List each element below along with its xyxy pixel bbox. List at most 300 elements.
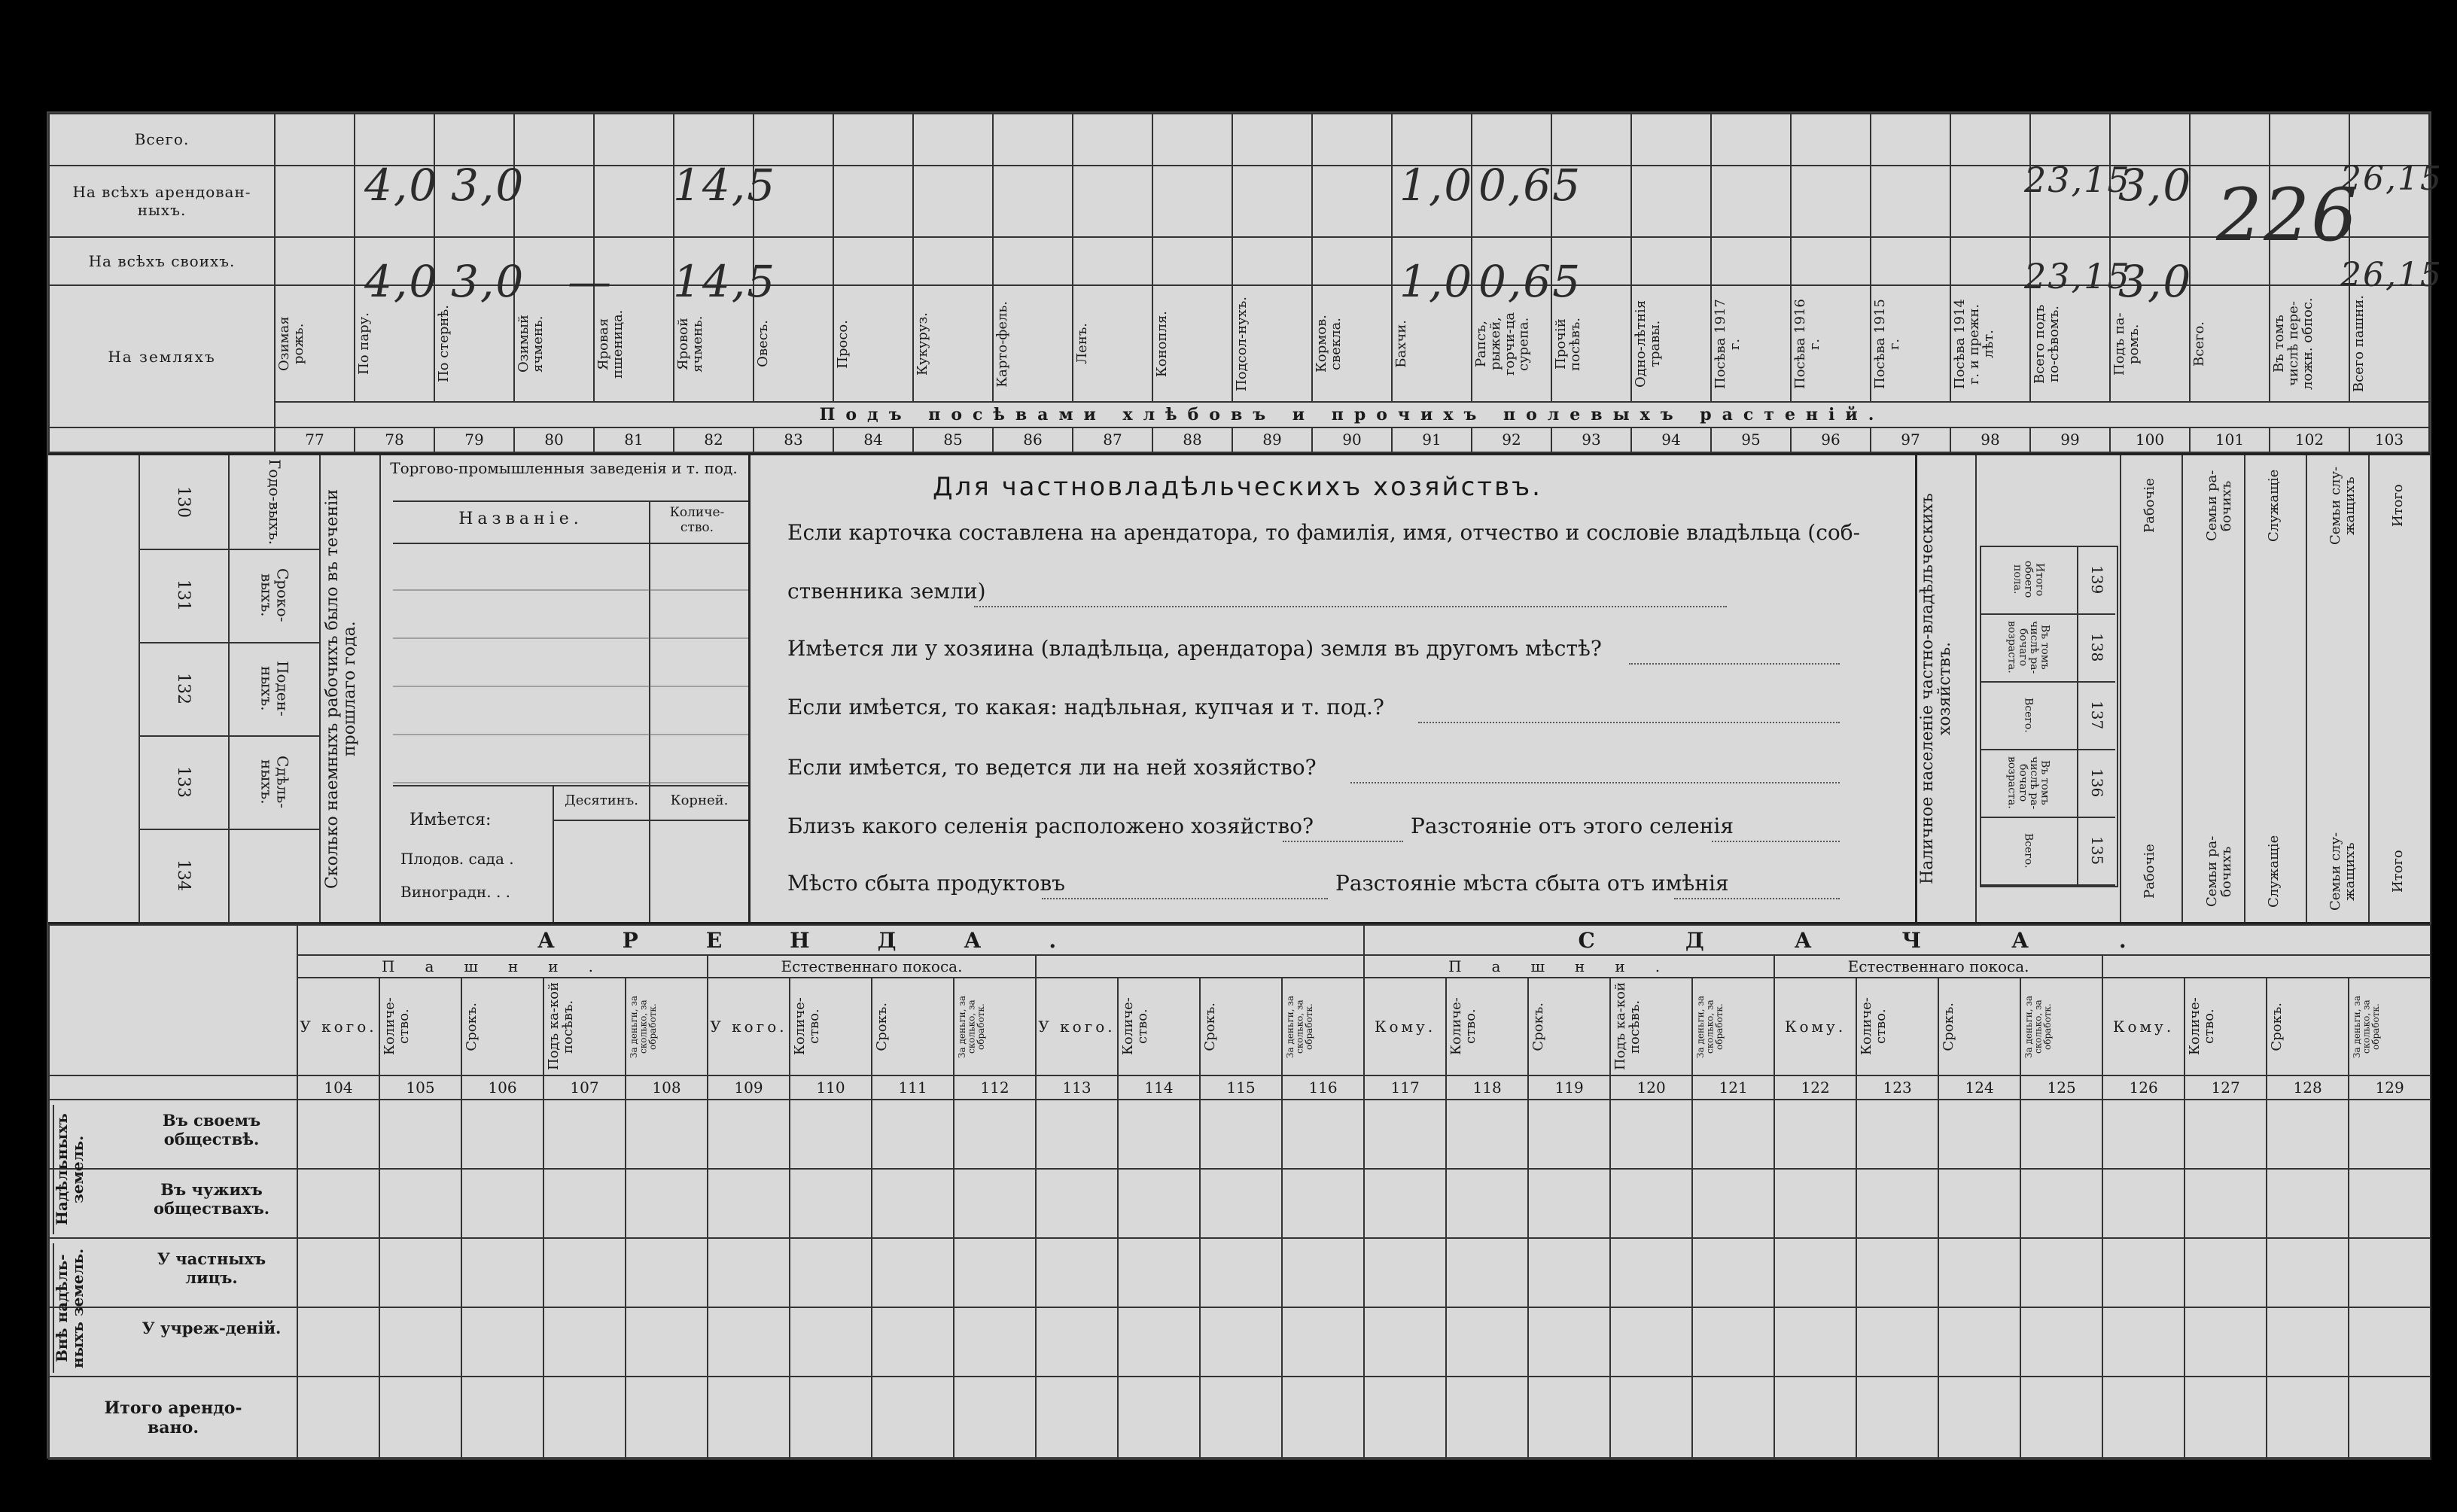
lease-col-number: 127 xyxy=(2185,1075,2267,1100)
private-line-1: Если карточка составлена на арендатора, то фамилія, имя, отчество и сословіе владѣльца (соб- xyxy=(787,520,1861,545)
lease-cell xyxy=(626,1307,708,1377)
col-number: 100 xyxy=(2110,427,2190,452)
crop-cell xyxy=(913,237,993,285)
col-number: 81 xyxy=(594,427,674,452)
lease-cell xyxy=(1528,1100,1610,1169)
hw-total-8: 26,15 xyxy=(2340,160,2443,198)
crop-cell xyxy=(1392,114,1472,166)
crop-header-label: Всего. xyxy=(2191,321,2207,367)
lease-cell xyxy=(1364,1169,1446,1238)
lease-col-number: 112 xyxy=(954,1075,1036,1100)
lease-cell xyxy=(954,1169,1036,1238)
population-num: 136 xyxy=(2087,768,2106,798)
lease-cell xyxy=(872,1307,954,1377)
lease-cell xyxy=(2102,1100,2185,1169)
lease-cell xyxy=(543,1169,626,1238)
population-row xyxy=(1980,749,2115,818)
trade-des-col: Десятинъ. xyxy=(565,793,638,808)
row-label: На всѣхъ арендован- ныхъ. xyxy=(49,166,275,237)
lease-col-header xyxy=(708,978,790,1075)
col-number: 93 xyxy=(1551,427,1631,452)
col-number: 98 xyxy=(1950,427,2030,452)
col-number: 79 xyxy=(434,427,514,452)
crop-header xyxy=(1152,285,1232,402)
lease-col-label: Срокъ. xyxy=(1941,1002,1957,1051)
lease-cell xyxy=(2349,1238,2431,1307)
lease-col-number: 107 xyxy=(543,1075,626,1100)
lease-col-number: 113 xyxy=(1036,1075,1118,1100)
lease-cell xyxy=(1364,1100,1446,1169)
lease-col-label: За деньги, за сколько, за обработк. xyxy=(1285,995,1315,1058)
lease-cell xyxy=(1774,1377,1856,1459)
crop-cell xyxy=(993,166,1073,237)
lease-col-header xyxy=(1118,978,1200,1075)
lease-cell xyxy=(1118,1307,1200,1377)
crop-cell xyxy=(754,114,833,166)
population-right-bottom: Рабочіе xyxy=(2142,844,2158,899)
worker-label: Поден-ныхъ. xyxy=(257,661,292,716)
lease-col-label: Количе-ство. xyxy=(1120,997,1150,1056)
worker-row xyxy=(139,549,319,643)
crop-cell xyxy=(1631,114,1711,166)
crop-cell xyxy=(2030,114,2110,166)
lease-section xyxy=(48,924,2430,1457)
lease-cell xyxy=(1118,1100,1200,1169)
lease-cell xyxy=(1938,1169,2020,1238)
crop-header-label: Всего подъ по-сѣвомъ. xyxy=(2032,304,2062,384)
lease-col-label: Количе-ство. xyxy=(792,997,822,1056)
col-number: 83 xyxy=(754,427,833,452)
lease-cell xyxy=(1446,1238,1528,1307)
lease-cell xyxy=(1282,1100,1364,1169)
lease-col-label: Подъ ка-кой посѣвъ. xyxy=(1612,982,1643,1071)
trade-title: Торгово-промышленныя заведенія и т. под. xyxy=(390,459,738,477)
population-right-top: Итого xyxy=(2389,484,2406,528)
lease-col-number: 126 xyxy=(2102,1075,2185,1100)
worker-row xyxy=(139,455,319,550)
lease-cell xyxy=(1856,1238,1938,1307)
lease-cell xyxy=(1692,1100,1774,1169)
lease-cell xyxy=(2267,1169,2349,1238)
population-num: 135 xyxy=(2087,835,2106,866)
hw-own-8: 26,15 xyxy=(2340,256,2443,294)
lease-cell xyxy=(1528,1169,1610,1238)
lease-cell xyxy=(1692,1377,1774,1459)
lease-col-header xyxy=(1610,978,1692,1075)
lease-col-number: 108 xyxy=(626,1075,708,1100)
lease-cell xyxy=(626,1100,708,1169)
crop-cell xyxy=(1950,166,2030,237)
crop-cell xyxy=(833,237,913,285)
crop-cell xyxy=(1073,114,1152,166)
lease-col-label: За деньги, за сколько, за обработк. xyxy=(2023,995,2054,1058)
lease-subgroup xyxy=(2102,955,2431,978)
population-right-col xyxy=(2306,455,2369,922)
worker-label: Годо-выхъ. xyxy=(266,459,284,545)
lease-total-label: Итого арендо-вано. xyxy=(49,1377,297,1459)
lease-col-header xyxy=(2020,978,2102,1075)
census-card xyxy=(47,111,2443,1459)
crop-cell xyxy=(1152,166,1232,237)
lease-col-label: У кого. xyxy=(1038,1018,1116,1036)
col-number: 88 xyxy=(1152,427,1232,452)
hw-own-2: 3,0 xyxy=(451,256,525,307)
lease-col-label: Срокъ. xyxy=(1202,1002,1218,1051)
worker-num: 133 xyxy=(174,766,193,798)
crop-header-label: Озимый ячмень. xyxy=(516,315,546,373)
lease-row-group: Внѣ надѣль-ныхъ земель. xyxy=(53,1243,114,1373)
lease-col-number: 119 xyxy=(1528,1075,1610,1100)
lease-cell xyxy=(1446,1307,1528,1377)
lease-cell xyxy=(1200,1377,1282,1459)
lease-col-header xyxy=(297,978,379,1075)
lease-cell xyxy=(1282,1169,1364,1238)
trade-qty-col: Количе-ство. xyxy=(669,505,725,535)
lease-cell xyxy=(1118,1377,1200,1459)
lease-col-label: Срокъ. xyxy=(464,1002,480,1051)
col-number: 92 xyxy=(1472,427,1551,452)
lease-col-label: Срокъ. xyxy=(1530,1002,1547,1051)
col-number: 99 xyxy=(2030,427,2110,452)
lease-cell xyxy=(1446,1100,1528,1169)
lease-col-label: Подъ ка-кой посѣвъ. xyxy=(546,982,576,1071)
lease-cell xyxy=(461,1100,543,1169)
lease-cell xyxy=(872,1100,954,1169)
lease-col-number: 106 xyxy=(461,1075,543,1100)
lease-col-number: 121 xyxy=(1692,1075,1774,1100)
crop-cell xyxy=(1631,166,1711,237)
crop-cell xyxy=(1871,114,1950,166)
crop-cell xyxy=(2110,114,2190,166)
lease-col-label: Кому. xyxy=(1784,1018,1847,1036)
population-label: Всего. xyxy=(2022,832,2035,869)
crop-header-label: По пару. xyxy=(356,312,372,376)
lease-col-label: Срокъ. xyxy=(874,1002,890,1051)
col-number: 89 xyxy=(1232,427,1312,452)
hw-total-5: 0,65 xyxy=(1478,160,1582,211)
col-number: 78 xyxy=(355,427,434,452)
lease-cell xyxy=(1036,1238,1118,1307)
crop-cell xyxy=(2270,114,2349,166)
lease-cell xyxy=(1856,1377,1938,1459)
lease-cell xyxy=(2020,1238,2102,1307)
lease-cell xyxy=(708,1100,790,1169)
population-right-top: Рабочіе xyxy=(2142,478,2158,534)
lease-cell xyxy=(1856,1100,1938,1169)
crop-header-label: Бахчи. xyxy=(1393,320,1409,368)
row-label: На всѣхъ своихъ. xyxy=(49,237,275,285)
population-label: Итого обоего пола. xyxy=(2011,561,2046,598)
lease-cell xyxy=(2267,1377,2349,1459)
crop-cell xyxy=(275,114,355,166)
lease-col-label: За деньги, за сколько, за обработк. xyxy=(1695,995,1725,1058)
population-right-col xyxy=(2120,455,2183,922)
lease-cell xyxy=(954,1100,1036,1169)
col-number: 97 xyxy=(1871,427,1950,452)
lease-col-header xyxy=(1774,978,1856,1075)
col-number: 86 xyxy=(993,427,1073,452)
lease-col-header xyxy=(543,978,626,1075)
crop-cell xyxy=(1950,114,2030,166)
lease-subgroup: Естественнаго покоса. xyxy=(1774,955,2102,978)
crop-cell xyxy=(1312,237,1392,285)
lease-cell xyxy=(2349,1377,2431,1459)
lease-cell xyxy=(872,1377,954,1459)
lease-cell xyxy=(790,1100,872,1169)
crop-header-label: Яровой ячмень. xyxy=(675,315,705,373)
lease-cell xyxy=(1282,1377,1364,1459)
crop-cell xyxy=(1312,166,1392,237)
population-num: 137 xyxy=(2087,700,2106,730)
hw-own-1: 4,0 xyxy=(364,256,439,307)
population-num: 138 xyxy=(2087,632,2106,662)
lease-col-number: 129 xyxy=(2349,1075,2431,1100)
crop-cell xyxy=(1711,237,1791,285)
lease-col-label: Количе-ство. xyxy=(382,997,412,1056)
lease-col-number: 109 xyxy=(708,1075,790,1100)
private-line-5: Если имѣется, то ведется ли на ней хозяйство? xyxy=(787,755,1317,780)
lease-cell xyxy=(1528,1377,1610,1459)
population-right-col xyxy=(2244,455,2307,922)
private-line-9: Разстояніе мѣста сбыта отъ имѣнія xyxy=(1335,871,1729,896)
sdacha-title: СДАЧА. xyxy=(1364,925,2431,955)
trade-has-label: Имѣется: xyxy=(410,811,492,829)
private-line-6: Близъ какого селенія расположено хозяйство? xyxy=(787,814,1314,838)
lease-col-number: 110 xyxy=(790,1075,872,1100)
lease-row-text: У частныхъ лицъ. xyxy=(157,1249,266,1287)
lease-cell xyxy=(1856,1169,1938,1238)
col-number: 101 xyxy=(2190,427,2270,452)
population-block xyxy=(1915,455,2430,922)
col-number: 94 xyxy=(1631,427,1711,452)
hw-total-2: 3,0 xyxy=(451,160,525,211)
hw-own-5: 0,65 xyxy=(1478,256,1582,307)
lease-cell xyxy=(2185,1377,2267,1459)
lease-col-header xyxy=(1282,978,1364,1075)
col-number: 102 xyxy=(2270,427,2349,452)
crop-header-label: Прочій посѣвъ. xyxy=(1553,317,1583,371)
lease-cell xyxy=(543,1307,626,1377)
lease-col-number: 118 xyxy=(1446,1075,1528,1100)
lease-col-number: 105 xyxy=(379,1075,461,1100)
private-line-8: Мѣсто сбыта продуктовъ xyxy=(787,871,1065,896)
lease-cell xyxy=(1036,1100,1118,1169)
crop-cell xyxy=(1551,114,1631,166)
worker-row xyxy=(139,642,319,737)
hw-own-6: 23,15 xyxy=(2024,256,2131,297)
lease-row-text: Въ своемъ обществѣ. xyxy=(162,1111,261,1148)
row-label-lands: На земляхъ xyxy=(49,285,275,427)
lease-cell xyxy=(1774,1238,1856,1307)
lease-col-header xyxy=(1528,978,1610,1075)
crop-header xyxy=(1073,285,1152,402)
population-right-bottom: Служащіе xyxy=(2265,835,2282,908)
crops-banner: Подъ посѣвами хлѣбовъ и прочихъ полевыхъ растеній. xyxy=(275,402,2429,427)
middle-section xyxy=(48,453,2430,924)
lease-col-number: 114 xyxy=(1118,1075,1200,1100)
crop-header-label: Карто-фель. xyxy=(994,300,1010,388)
lease-cell xyxy=(1692,1169,1774,1238)
crop-header-label: По стернѣ. xyxy=(436,305,452,383)
crop-header xyxy=(913,285,993,402)
lease-cell xyxy=(2267,1307,2349,1377)
crop-header-label: Посѣва 1917 г. xyxy=(1713,298,1743,389)
lease-col-header xyxy=(626,978,708,1075)
crop-cell xyxy=(514,166,594,237)
lease-cell xyxy=(790,1238,872,1307)
lease-cell xyxy=(379,1307,461,1377)
worker-row xyxy=(139,735,319,830)
lease-cell xyxy=(2349,1100,2431,1169)
lease-cell xyxy=(954,1377,1036,1459)
crop-cell xyxy=(1232,237,1312,285)
lease-cell xyxy=(543,1238,626,1307)
arenda-title: АРЕНДА. xyxy=(297,925,1364,955)
crop-header-label: Кукуруз. xyxy=(915,312,930,376)
lease-cell xyxy=(790,1377,872,1459)
lease-cell xyxy=(2185,1100,2267,1169)
lease-cell xyxy=(461,1169,543,1238)
crop-header xyxy=(275,285,355,402)
lease-col-header xyxy=(1856,978,1938,1075)
crop-header-label: Озимая рожь. xyxy=(276,316,306,372)
crop-header-label: Подсол-нухъ. xyxy=(1234,296,1250,391)
crop-cell xyxy=(913,114,993,166)
lease-cell xyxy=(1364,1307,1446,1377)
lease-cell xyxy=(297,1169,379,1238)
lease-col-header xyxy=(2185,978,2267,1075)
crop-header xyxy=(2349,285,2429,402)
lease-cell xyxy=(2102,1307,2185,1377)
trade-name-col: Названіе. xyxy=(458,510,583,528)
lease-cell xyxy=(2020,1307,2102,1377)
crop-header xyxy=(1312,285,1392,402)
crop-header xyxy=(2270,285,2349,402)
lease-col-number: 104 xyxy=(297,1075,379,1100)
workers-caption-box xyxy=(319,455,381,922)
num-blank xyxy=(49,1075,297,1100)
crop-cell xyxy=(514,114,594,166)
lease-col-number: 123 xyxy=(1856,1075,1938,1100)
hw-own-4: 1,0 xyxy=(1399,256,1474,307)
private-line-4: Если имѣется, то какая: надѣльная, купчая и т. под.? xyxy=(787,695,1384,719)
crop-header xyxy=(1791,285,1871,402)
lease-cell xyxy=(708,1169,790,1238)
lease-cell xyxy=(2102,1169,2185,1238)
lease-cell xyxy=(2349,1169,2431,1238)
trade-orchard: Плодов. сада . xyxy=(400,850,514,868)
col-number: 87 xyxy=(1073,427,1152,452)
lease-subgroup: Естественнаго покоса. xyxy=(708,955,1036,978)
lease-col-number: 128 xyxy=(2267,1075,2349,1100)
col-number: 85 xyxy=(913,427,993,452)
lease-cell xyxy=(297,1238,379,1307)
lease-col-number: 116 xyxy=(1282,1075,1364,1100)
hw-own-3: 14,5 xyxy=(673,256,777,307)
col-number: 77 xyxy=(275,427,355,452)
population-label: Въ томъ числѣ ра-бочаго возраста. xyxy=(2005,756,2051,810)
crop-cell xyxy=(275,237,355,285)
population-label: Всего. xyxy=(2022,697,2035,733)
lease-cell xyxy=(1118,1169,1200,1238)
population-right-top: Семьи ра-бочихъ xyxy=(2203,470,2234,542)
worker-num: 131 xyxy=(174,580,193,611)
lease-cell xyxy=(461,1307,543,1377)
card-number: 226 xyxy=(2216,173,2359,257)
crop-header-label: Подъ па-ромъ. xyxy=(2111,312,2142,376)
population-right-col xyxy=(2181,455,2245,922)
lease-cell xyxy=(2349,1307,2431,1377)
hw-total-1: 4,0 xyxy=(364,160,439,211)
lease-cell xyxy=(1036,1377,1118,1459)
lease-cell xyxy=(1938,1377,2020,1459)
trade-block xyxy=(379,455,750,922)
lease-subgroup: Пашни. xyxy=(297,955,708,978)
crop-cell xyxy=(1631,237,1711,285)
crop-cell xyxy=(1711,114,1791,166)
lease-cell xyxy=(1938,1238,2020,1307)
lease-cell xyxy=(1938,1307,2020,1377)
lease-cell xyxy=(790,1169,872,1238)
crop-cell xyxy=(594,166,674,237)
num-blank xyxy=(49,427,275,452)
hw-own-dash: — xyxy=(568,256,613,307)
col-number: 91 xyxy=(1392,427,1472,452)
crops-section xyxy=(48,113,2443,453)
trade-roots-col: Корней. xyxy=(670,793,729,808)
lease-col-header xyxy=(2267,978,2349,1075)
col-number: 84 xyxy=(833,427,913,452)
crop-header xyxy=(1631,285,1711,402)
lease-cell xyxy=(461,1238,543,1307)
lease-col-number: 117 xyxy=(1364,1075,1446,1100)
crop-header xyxy=(1711,285,1791,402)
lease-cell xyxy=(379,1169,461,1238)
workers-caption: Сколько наемныхъ рабочихъ было въ теченіи прошлаго года. xyxy=(323,488,360,889)
crop-cell xyxy=(1312,114,1392,166)
col-number: 95 xyxy=(1711,427,1791,452)
lease-subgroup: Пашни. xyxy=(1364,955,1774,978)
lease-col-number: 120 xyxy=(1610,1075,1692,1100)
crop-cell xyxy=(434,114,514,166)
col-number: 90 xyxy=(1312,427,1392,452)
population-caption-box xyxy=(1915,455,1977,922)
lease-col-label: Срокъ. xyxy=(2269,1002,2285,1051)
population-right-top: Семьи слу-жащихъ xyxy=(2328,466,2358,546)
crop-header-label: Яровая пшеница. xyxy=(595,309,626,379)
lease-table xyxy=(48,924,2431,1460)
lease-cell xyxy=(872,1169,954,1238)
lease-cell xyxy=(626,1377,708,1459)
lease-col-label: У кого. xyxy=(300,1018,377,1036)
lease-cell xyxy=(1446,1377,1528,1459)
lease-row-text: У учреж-деній. xyxy=(142,1319,282,1337)
private-title: Для частновладѣльческихъ хозяйствъ. xyxy=(933,472,1542,502)
crop-header-label: Посѣва 1914 г. и прежн. лѣт. xyxy=(1952,298,1996,389)
lease-cell xyxy=(1200,1238,1282,1307)
crop-cell xyxy=(1791,237,1871,285)
crop-header-label: Въ томъ числѣ пере-ложн. обпос. xyxy=(2271,297,2315,391)
lease-cell xyxy=(1774,1169,1856,1238)
crop-cell xyxy=(1791,114,1871,166)
crop-cell xyxy=(1232,166,1312,237)
lease-col-label: Количе-ство. xyxy=(2187,997,2217,1056)
hw-total-6: 23,15 xyxy=(2024,160,2131,200)
workers-block xyxy=(48,455,379,922)
lease-cell xyxy=(2102,1238,2185,1307)
lease-cell xyxy=(1610,1100,1692,1169)
lease-cell xyxy=(2020,1169,2102,1238)
